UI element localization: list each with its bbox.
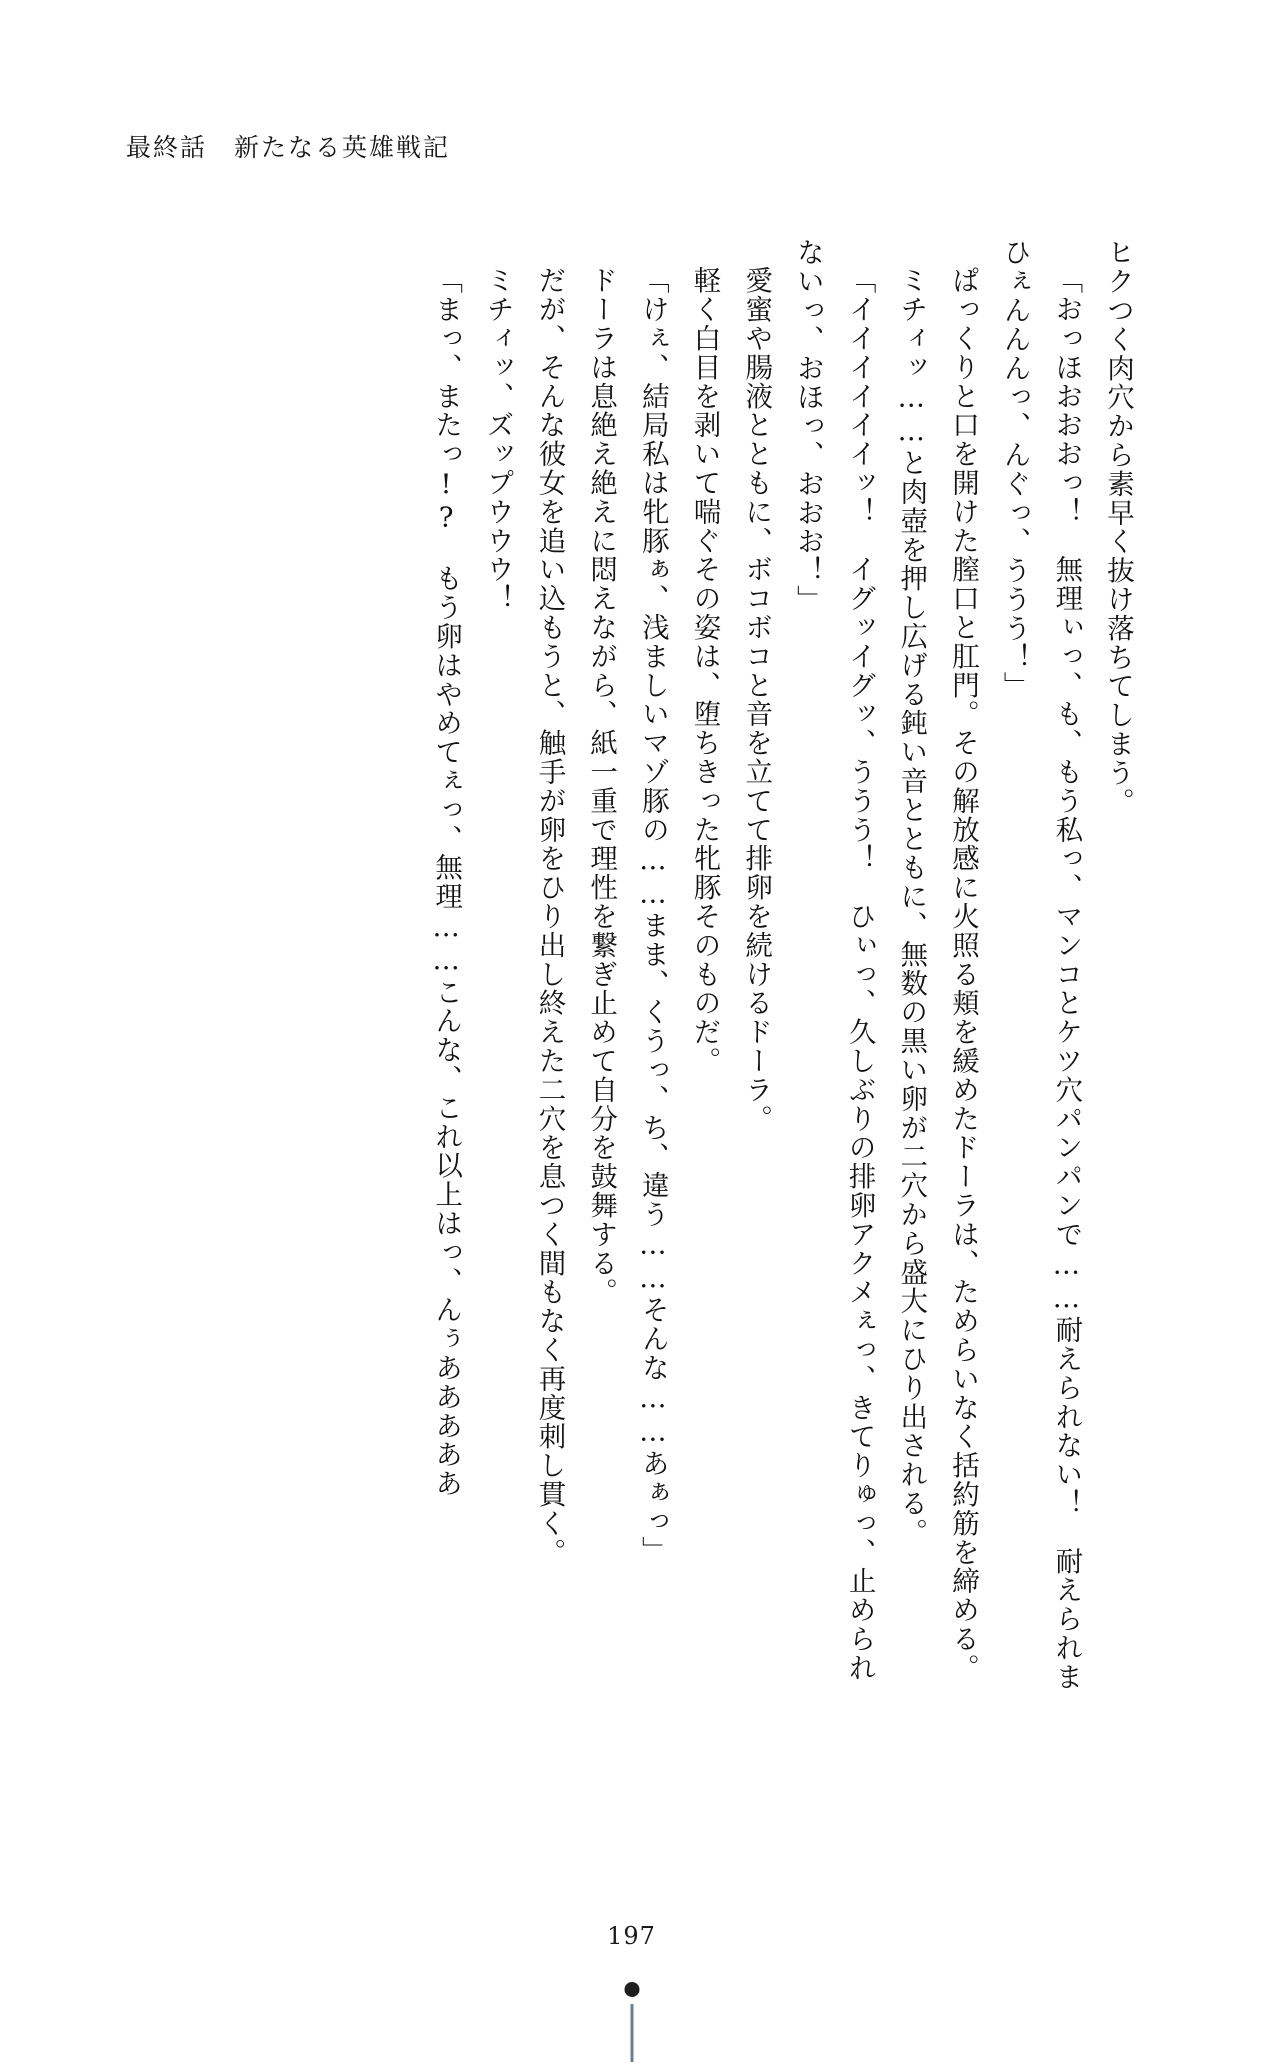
paragraph: ドーラは息絶え絶えに悶えながら、紙一重で理性を繋ぎ止めて自分を鼓舞する。: [585, 265, 618, 1306]
paragraph: 「まっ、またっ!? もう卵はやめてぇっ、無理……こんな、これ以上はっ、んぅあああああ: [430, 265, 463, 1498]
vertical-rule-icon: [630, 2004, 633, 2062]
paragraph: 「おっほおおおっ！ 無理ぃっ、も、もう私っ、マンコとケツ穴パンパンで……耐えられない！ 耐えられまひぇんんんっ、んぐっ、ううう！」: [998, 238, 1083, 1691]
body-text-block: [133, 238, 1143, 1698]
page-number: 197: [607, 1922, 656, 1950]
paragraph: ミチィッ……と肉壺を押し広げる鈍い音とともに、無数の黒い卵が二穴から盛大にひり出される。: [895, 265, 928, 1547]
paragraph: ミチィッ、ズップウウウ！: [481, 265, 514, 613]
paragraph: ぱっくりと口を開けた膣口と肛門。その解放感に火照る頬を緩めたドーラは、ためらいなく括約筋を締める。: [946, 265, 979, 1682]
paragraph: 「けぇ、結局私は牝豚ぁ、浅ましいマゾ豚の……まま、くうっ、ち、違う……そんな……あぁっ」: [636, 265, 669, 1565]
dot-icon: [624, 1982, 639, 1997]
running-head: 最終話 新たなる英雄戦記: [126, 133, 451, 162]
paragraph: 軽く白目を剥いて喘ぐその姿は、堕ちきった牝豚そのものだ。: [688, 265, 721, 1075]
footer-ornament: [621, 1982, 643, 2062]
paragraph: 「イイイイイイッ！ イグッイグッ、ううう！ ひぃっ、久しぶりの排卵アクメぇっ、きてりゅっ、止められないっ、おほっ、おおお！」: [791, 238, 876, 1682]
paragraph: 愛蜜や腸液とともに、ボコボコと音を立てて排卵を続けるドーラ。: [740, 265, 773, 1133]
paragraph: だが、そんな彼女を追い込もうと、触手が卵をひり出し終えた二穴を息つく間もなく再度刺し貫く。: [533, 265, 566, 1566]
paragraph: ヒクつく肉穴から素早く抜け落ちてしまう。: [1102, 238, 1134, 816]
